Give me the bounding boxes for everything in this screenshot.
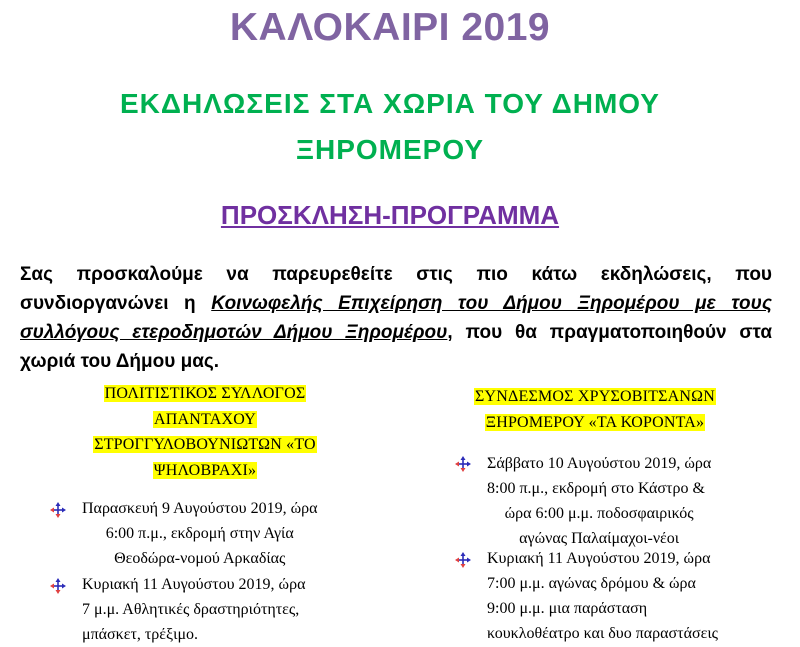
event-line: Παρασκευή 9 Αυγούστου 2019, ώρα xyxy=(82,500,318,517)
left-event-1 xyxy=(82,496,317,571)
event-line: ώρα 6:00 μ.μ. ποδοσφαιρικός xyxy=(504,505,694,522)
intro-text-1: Σας προσκαλούμε να παρευρεθείτε στις πιο κάτω εκδηλώσεις, που συνδιοργανώνει η xyxy=(20,264,772,314)
left-column-heading xyxy=(40,381,370,483)
event-line: 7:00 μ.μ. αγώνας δρόμου & ώρα xyxy=(487,575,696,592)
program-title: ΠΡΟΣΚΛΗΣΗ-ΠΡΟΓΡΑΜΜΑ xyxy=(220,200,560,230)
four-way-arrow-icon xyxy=(50,502,66,518)
right-column-heading xyxy=(425,384,765,435)
left-event-2 xyxy=(82,572,305,647)
event-line: Κυριακή 11 Αυγούστου 2019, ώρα xyxy=(82,576,306,593)
event-line: αγώνας Παλαίμαχοι-νέοι xyxy=(519,530,680,547)
left-heading-line-3: ΣΤΡΟΓΓΥΛΟΒΟΥΝΙΩΤΩΝ «ΤΟ xyxy=(94,436,316,453)
right-heading-line-2: ΞΗΡΟΜΕΡΟΥ «ΤΑ ΚΟΡΟΝΤΑ» xyxy=(485,413,705,431)
left-heading-line-4: ΨΗΛΟΒΡΑΧΙ» xyxy=(153,461,257,479)
subtitle-line-1: ΕΚΔΗΛΩΣΕΙΣ ΣΤΑ ΧΩΡΙΑ ΤΟΥ ΔΗΜΟΥ xyxy=(120,88,660,119)
event-line: Σάββατο 10 Αυγούστου 2019, ώρα xyxy=(487,455,712,472)
right-heading-line-1: ΣΥΝΔΕΣΜΟΣ ΧΡΥΣΟΒΙΤΣΑΝΩΝ xyxy=(474,388,715,405)
event-line: μπάσκετ, τρέξιμο. xyxy=(82,626,199,643)
four-way-arrow-icon xyxy=(455,456,471,472)
event-line: 9:00 μ.μ. μια παράσταση xyxy=(487,600,648,617)
right-event-1 xyxy=(487,451,711,551)
event-line: Κυριακή 11 Αυγούστου 2019, ώρα xyxy=(487,550,711,567)
four-way-arrow-icon xyxy=(50,578,66,594)
event-line: Θεοδώρα-νομού Αρκαδίας xyxy=(114,550,286,567)
page-title: ΚΑΛΟΚΑΙΡΙ 2019 xyxy=(229,6,551,49)
event-line: 6:00 π.μ., εκδρομή στην Αγία xyxy=(105,525,294,542)
intro-text-2: , που θα πραγματοποιηθούν στα χωριά του Δήμου μας. xyxy=(20,322,772,372)
event-line: κουκλοθέατρο και δυο παραστάσεις xyxy=(487,625,718,642)
event-line: 7 μ.μ. Αθλητικές δραστηριότητες, xyxy=(82,601,300,618)
left-heading-line-2: ΑΠΑΝΤΑΧΟΥ xyxy=(154,410,256,428)
right-event-2 xyxy=(487,546,718,646)
intro-paragraph xyxy=(20,260,772,376)
event-line: 8:00 π.μ., εκδρομή στο Κάστρο & xyxy=(487,480,705,497)
subtitle-line-2: ΞΗΡΟΜΕΡΟΥ xyxy=(295,134,485,165)
four-way-arrow-icon xyxy=(455,552,471,568)
left-heading-line-1: ΠΟΛΙΤΙΣΤΙΚΟΣ ΣΥΛΛΟΓΟΣ xyxy=(104,385,306,402)
organizer-text: Κοινωφελής Επιχείρηση του Δήμου Ξηρομέρου με τους συλλόγους ετεροδημοτών Δήμου Ξηρομέρου xyxy=(20,293,772,343)
